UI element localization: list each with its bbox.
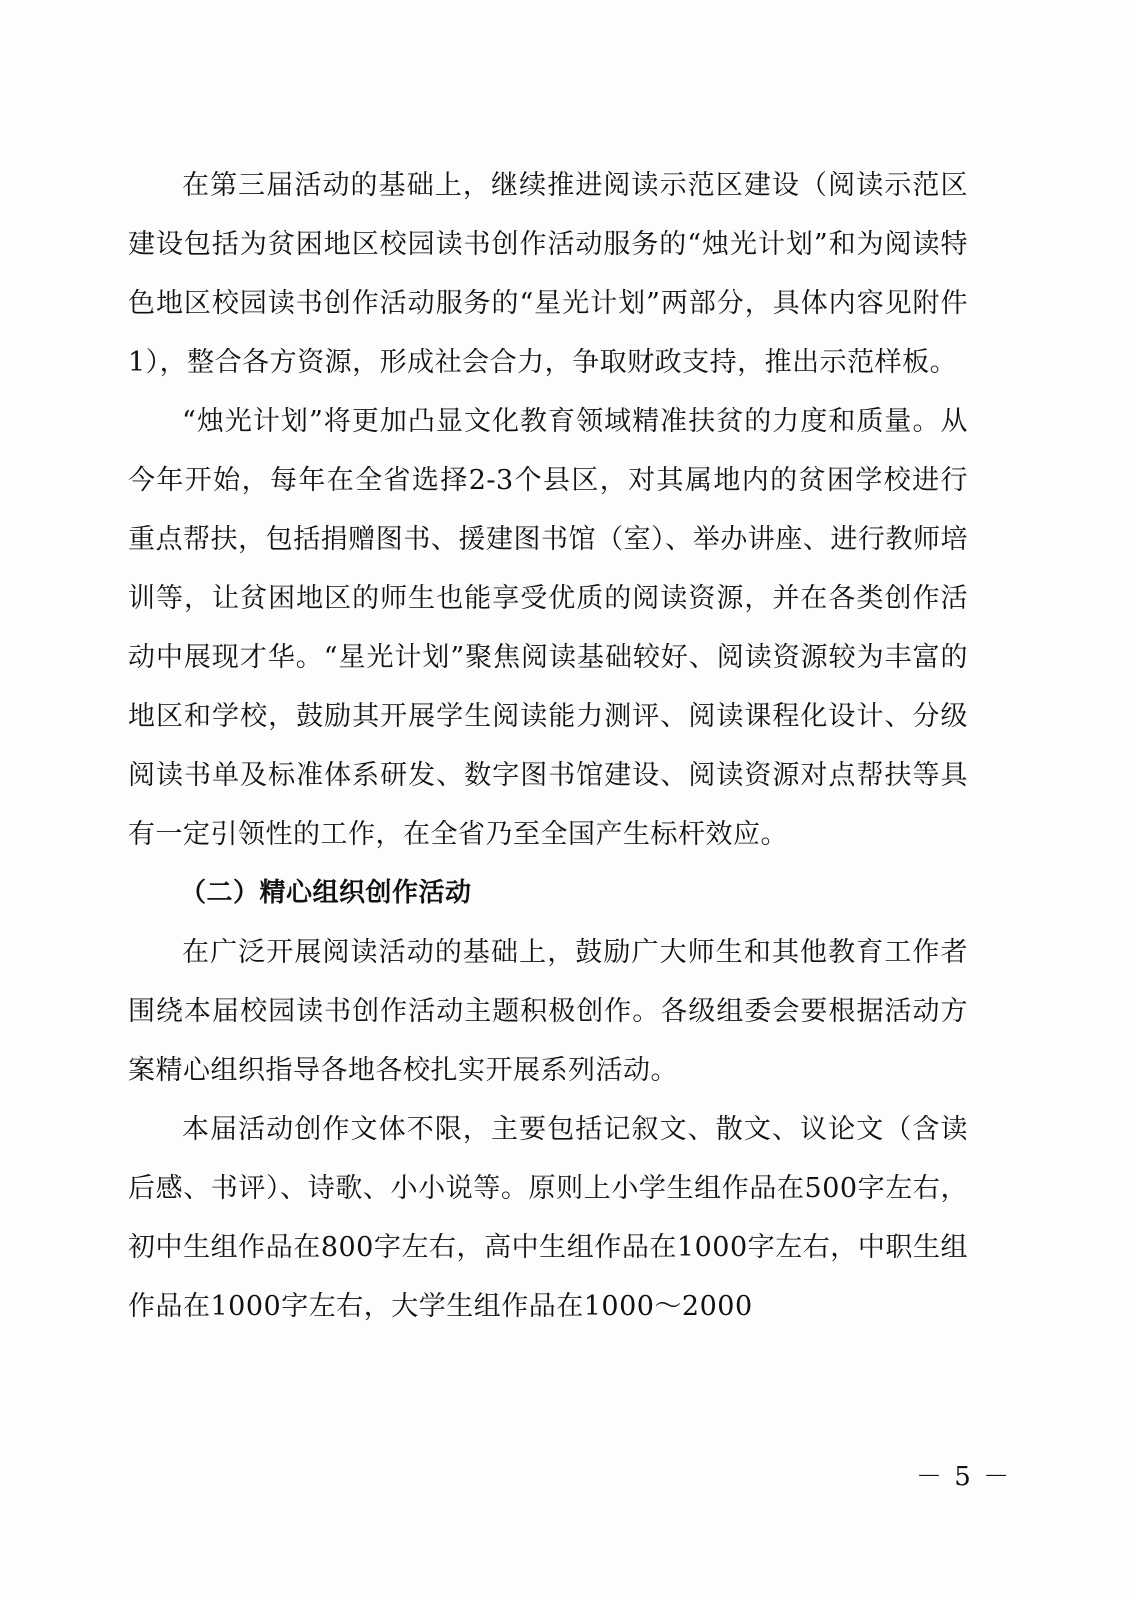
- section-heading: （二）精心组织创作活动: [180, 878, 472, 908]
- paragraph-demonstration-zone: 在第三届活动的基础上，继续推进阅读示范区建设（阅读示范区建设包括为贫困地区校园读书创作活动服务的“烛光计划”和为阅读特色地区校园读书创作活动服务的“星光计划”两部分，具体内容见附件1），整合各方资源，形成社会合力，争取财政支持，推出示范样板。: [128, 170, 968, 378]
- paragraph-creation-activity: 在广泛开展阅读活动的基础上，鼓励广大师生和其他教育工作者围绕本届校园读书创作活动主题积极创作。各级组委会要根据活动方案精心组织指导各地各校扎实开展系列活动。: [128, 937, 968, 1086]
- document-body: [128, 156, 968, 1336]
- paragraph-candlelight-plan: “烛光计划”将更加凸显文化教育领域精准扶贫的力度和质量。从今年开始，每年在全省选择2-3个县区，对其属地内的贫困学校进行重点帮扶，包括捐赠图书、援建图书馆（室）、举办讲座、进行教师培训等，让贫困地区的师生也能享受优质的阅读资源，并在各类创作活动中展现才华。“星光计划”聚焦阅读基础较好、阅读资源较为丰富的地区和学校，鼓励其开展学生阅读能力测评、阅读课程化设计、分级阅读书单及标准体系研发、数字图书馆建设、阅读资源对点帮扶等具有一定引领性的工作，在全省乃至全国产生标杆效应。: [128, 406, 968, 850]
- paragraph-genre-requirements: 本届活动创作文体不限，主要包括记叙文、散文、议论文（含读后感、书评）、诗歌、小小说等。原则上小学生组作品在500字左右，初中生组作品在800字左右，高中生组作品在1000字左右，中职生组作品在1000字左右，大学生组作品在1000～2000: [128, 1114, 968, 1322]
- page-number: － 5 －: [916, 1462, 1012, 1492]
